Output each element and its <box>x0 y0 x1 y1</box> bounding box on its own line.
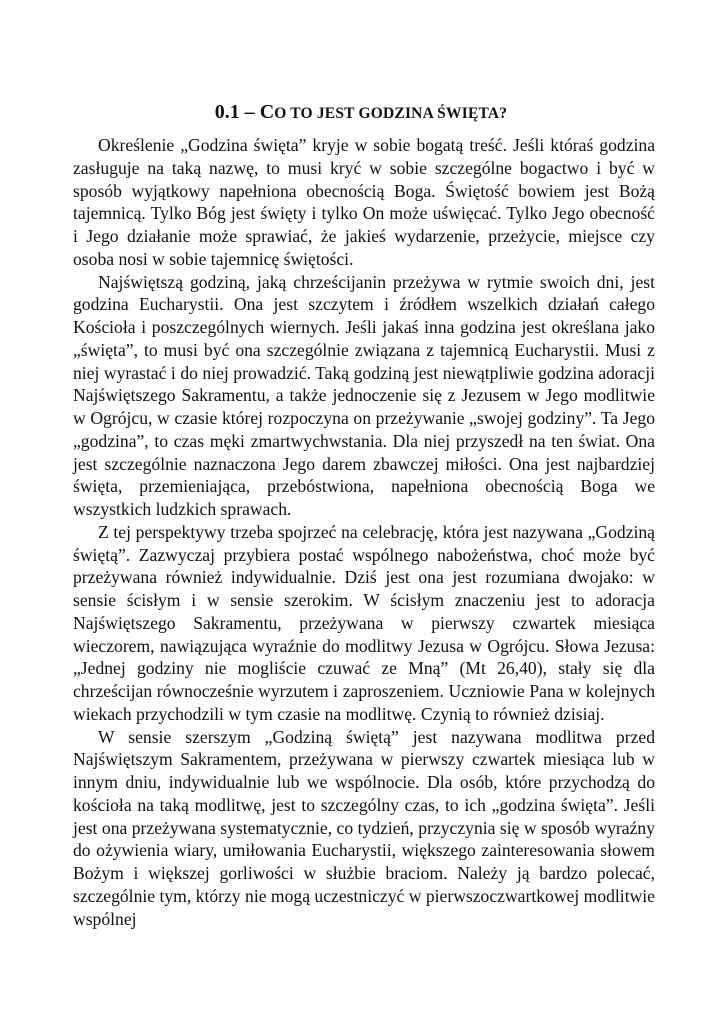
heading-rest: O TO JEST GODZINA ŚWIĘTA? <box>274 105 508 122</box>
paragraph: Określenie „Godzina święta” kryje w sobie bogatą treść. Jeśli któraś godzina zasługuje na taką nazwę, to musi kryć w sobie szczególne bogactwo i być w sposób wyjątkowy napełniona obecnością Boga. Świętość bowiem jest Bożą tajemnicą. Tylko Bóg jest święty i tylko On może uświęcać. Tylko Jego obecność i Jego działanie może sprawiać, że jakieś wydarzenie, przeżycie, miejsce czy osoba nosi w sobie tajemnicę świętości. <box>73 135 655 269</box>
body-text <box>73 134 655 930</box>
paragraph: W sensie szerszym „Godziną świętą” jest nazywana modlitwa przed Najświętszym Sakramentem, przeżywana w pierwszy czwartek miesiąca lub w innym dniu, indywidualnie lub we wspólnocie. Dla osób, które przychodzą do kościoła na taką modlitwę, jest to szczególny czas, to ich „godzina święta”. Jeśli jest ona przeżywana systematycznie, co tydzień, przyczynia się w sposób wyraźny do ożywienia wiary, umiłowania Eucharystii, większego zainteresowania słowem Bożym i większej gorliwości w służbie braciom. Należy ją bardzo polecać, szczególnie tym, którzy nie mogą uczestniczyć w pierwszoczwartkowej modlitwie wspólnej <box>73 726 655 929</box>
paragraph: Najświętszą godziną, jaką chrześcijanin przeżywa w rytmie swoich dni, jest godzina Eucharystii. Ona jest szczytem i źródłem wszelkich działań całego Kościoła i poszczególnych wiernych. Jeśli jakaś inna godzina jest określana jako „święta”, to musi być ona szczególnie związana z tajemnicą Eucharystii. Musi z niej wyrastać i do niej prowadzić. Taką godziną jest niewątpliwie godzina adoracji Najświętszego Sakramentu, a także jednoczenie się z Jezusem w Jego modlitwie w Ogrójcu, w czasie której rozpoczyna on przeżywanie „swojej godziny”. Ta Jego „godzina”, to czas męki zmartwychwstania. Dla niej przyszedł na ten świat. Ona jest szczególnie naznaczona Jego darem zbawczej miłości. Ona jest najbardziej święta, przemieniająca, przebóstwiona, napełniona obecnością Boga we wszystkich ludzkich sprawach. <box>73 271 655 519</box>
section-heading <box>0 98 722 128</box>
paragraph: Z tej perspektywy trzeba spojrzeć na celebrację, która jest nazywana „Godziną świętą”. Zazwyczaj przybiera postać wspólnego nabożeństwa, choć może być przeżywana również indywidualnie. Dziś jest ona jest rozumiana dwojako: w sensie ścisłym i w sensie szerokim. W ścisłym znaczeniu jest to adoracja Najświętszego Sakramentu, przeżywana w pierwszy czwartek miesiąca wieczorem, nawiązująca wyraźnie do modlitwy Jezusa w Ogrójcu. Słowa Jezusa: „Jednej godziny nie mogliście czuwać ze Mną” (Mt 26,40), stały się dla chrześcijan równocześnie wyrzutem i zaproszeniem. Uczniowie Pana w kolejnych wiekach przychodzili w tym czasie na modlitwę. Czynią to również dzisiaj. <box>73 521 655 724</box>
heading-first-letter: C <box>259 101 275 123</box>
heading-number: 0.1 – <box>214 101 260 123</box>
